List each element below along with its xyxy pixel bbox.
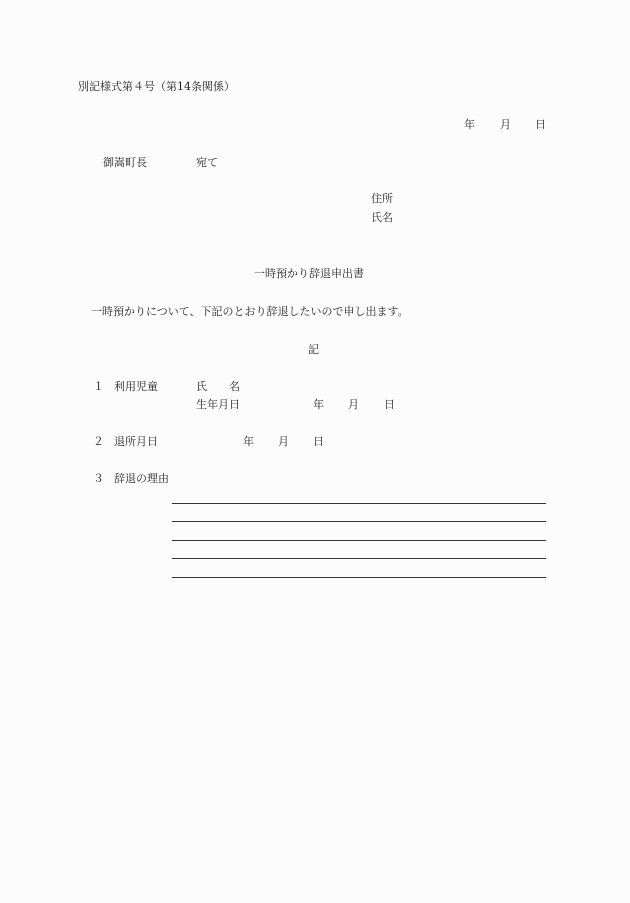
ki-heading: 記 <box>308 343 319 356</box>
leave-year: 年 <box>243 435 254 448</box>
item-label: 利用児童 <box>114 380 158 393</box>
reason-line[interactable] <box>172 503 546 504</box>
item-label: 辞退の理由 <box>114 472 169 485</box>
name-label: 氏名 <box>371 211 393 224</box>
item-label: 退所月日 <box>114 435 158 448</box>
statement: 一時預かりについて、下記のとおり辞退したいので申し出ます。 <box>91 305 409 318</box>
address-label: 住所 <box>371 192 393 205</box>
addressee-name: 御嵩町長 <box>103 156 147 169</box>
item-number: １ <box>93 380 104 393</box>
reason-line[interactable] <box>172 558 546 559</box>
child-name-label: 氏 名 <box>196 380 240 393</box>
leave-month: 月 <box>278 435 289 448</box>
reason-line[interactable] <box>172 577 546 578</box>
birth-day: 日 <box>384 398 395 411</box>
item-number: ２ <box>93 435 104 448</box>
document-title: 一時預かり辞退申出書 <box>254 267 364 280</box>
date-month: 月 <box>500 118 511 131</box>
birth-month: 月 <box>348 398 359 411</box>
leave-day: 日 <box>313 435 324 448</box>
birthdate-label: 生年月日 <box>196 398 240 411</box>
addressee-suffix: 宛て <box>196 156 218 169</box>
item-number: ３ <box>93 472 104 485</box>
reason-line[interactable] <box>172 521 546 522</box>
reason-line[interactable] <box>172 540 546 541</box>
date-day: 日 <box>535 118 546 131</box>
birth-year: 年 <box>313 398 324 411</box>
form-number-label: 別記様式第４号（第14条関係） <box>78 80 235 93</box>
date-year: 年 <box>464 118 475 131</box>
